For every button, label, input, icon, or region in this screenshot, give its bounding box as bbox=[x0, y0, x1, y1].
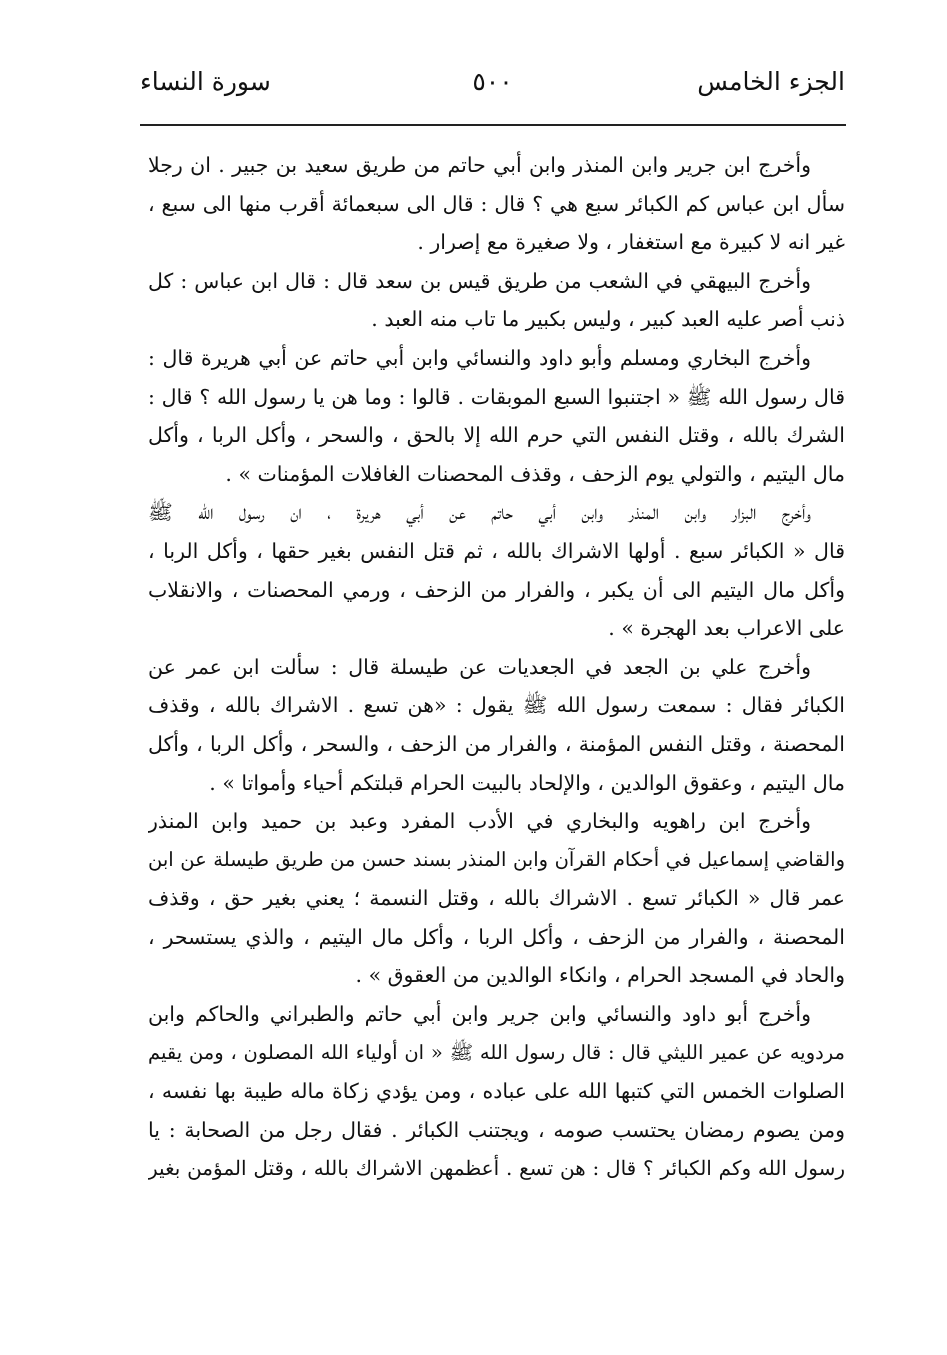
text-line: وأخرج علي بن الجعد في الجعديات عن طيسلة قال : سألت ابن عمر عن bbox=[148, 654, 811, 679]
text-line: وأخرج البيهقي في الشعب من طريق قيس بن سعد قال : قال ابن عباس : كل bbox=[148, 268, 811, 293]
text-line: ومن يصوم رمضان يحتسب صومه ، ويجتنب الكبائر . فقال رجل من الصحابة : يا bbox=[148, 1117, 845, 1142]
text-line: وأكل مال اليتيم الى أن يكبر ، والفرار من الزحف ، ورمي المحصنات ، والانقلاب bbox=[148, 577, 845, 602]
text-line: المحصنة ، والفرار من الزحف ، وأكل الربا ، وأكل مال اليتيم ، والذي يستسحر ، bbox=[148, 924, 845, 949]
page-header bbox=[140, 62, 845, 106]
text-line: سأل ابن عباس كم الكبائر سبع هي ؟ قال : قال الى سبعمائة أقرب منها الى سبع ، bbox=[148, 191, 845, 216]
text-line: قال رسول الله ﷺ « اجتنبوا السبع الموبقات . قالوا : وما هن يا رسول الله ؟ قال : bbox=[148, 384, 845, 409]
text-line: غير انه لا كبيرة مع استغفار ، ولا صغيرة مع إصرار . bbox=[417, 230, 845, 255]
body-text bbox=[148, 146, 845, 1188]
text-line: المحصنة ، وقتل النفس المؤمنة ، والفرار من الزحف ، والسحر ، وأكل الربا ، وأكل bbox=[148, 731, 845, 756]
text-line: على الاعراب بعد الهجرة » . bbox=[608, 616, 845, 641]
surah-title: سورة النساء bbox=[140, 67, 271, 96]
text-line: وأخرج البزار وابن المنذر وابن أبي حاتم عن أبي هريرة ، ان رسول الله ﷺ bbox=[148, 500, 811, 525]
text-line: مال اليتيم ، والتولي يوم الزحف ، وقذف المحصنات الغافلات المؤمنات » . bbox=[225, 461, 845, 486]
text-line: وأخرج أبو داود والنسائي وابن جرير وابن أبي حاتم والطبراني والحاكم وابن bbox=[148, 1002, 811, 1027]
text-line: ذنب أصر عليه العبد كبير ، وليس بكبير ما تاب منه العبد . bbox=[371, 307, 845, 332]
text-line: الصلوات الخمس التي كتبها الله على عباده ، ومن يؤدي زكاة ماله طيبة بها نفسه ، bbox=[148, 1079, 845, 1104]
text-line: رسول الله وكم الكبائر ؟ قال : هن تسع . أعظمهن الاشراك بالله ، وقتل المؤمن بغير bbox=[148, 1156, 845, 1181]
text-line: والحاد في المسجد الحرام ، وانكاء الوالدين من العقوق » . bbox=[355, 963, 845, 988]
page-number: ٥٠٠ bbox=[472, 67, 513, 96]
text-line: الكبائر فقال : سمعت رسول الله ﷺ يقول : «هن تسع . الاشراك بالله ، وقذف bbox=[148, 693, 845, 718]
text-line: الشرك بالله ، وقتل النفس التي حرم الله إلا بالحق ، والسحر ، وأكل الربا ، وأكل bbox=[148, 423, 845, 448]
text-line: وأخرج البخاري ومسلم وأبو داود والنسائي وابن أبي حاتم عن أبي هريرة قال : bbox=[148, 345, 811, 370]
header-divider bbox=[140, 124, 846, 126]
text-line: والقاضي إسماعيل في أحكام القرآن وابن المنذر بسند حسن من طريق طيسلة عن ابن bbox=[148, 847, 845, 871]
text-line: وأخرج ابن جرير وابن المنذر وابن أبي حاتم من طريق سعيد بن جبير . ان رجلا bbox=[148, 153, 811, 177]
part-title: الجزء الخامس bbox=[697, 67, 845, 96]
text-line: مال اليتيم ، وعقوق الوالدين ، والإلحاد بالبيت الحرام قبلتكم أحياء وأمواتا » . bbox=[209, 770, 845, 795]
text-line: وأخرج ابن راهويه والبخاري في الأدب المفرد وعبد بن حميد وابن المنذر bbox=[148, 809, 811, 834]
text-line: مردويه عن عمير الليثي قال : قال رسول الله ﷺ « ان أولياء الله المصلون ، ومن يقيم bbox=[148, 1040, 845, 1064]
text-line: عمر قال « الكبائر تسع . الاشراك بالله ، وقتل النسمة ؛ يعني بغير حق ، وقذف bbox=[148, 886, 845, 911]
text-line: قال « الكبائر سبع . أولها الاشراك بالله ، ثم قتل النفس بغير حقها ، وأكل الربا ، bbox=[148, 538, 845, 563]
